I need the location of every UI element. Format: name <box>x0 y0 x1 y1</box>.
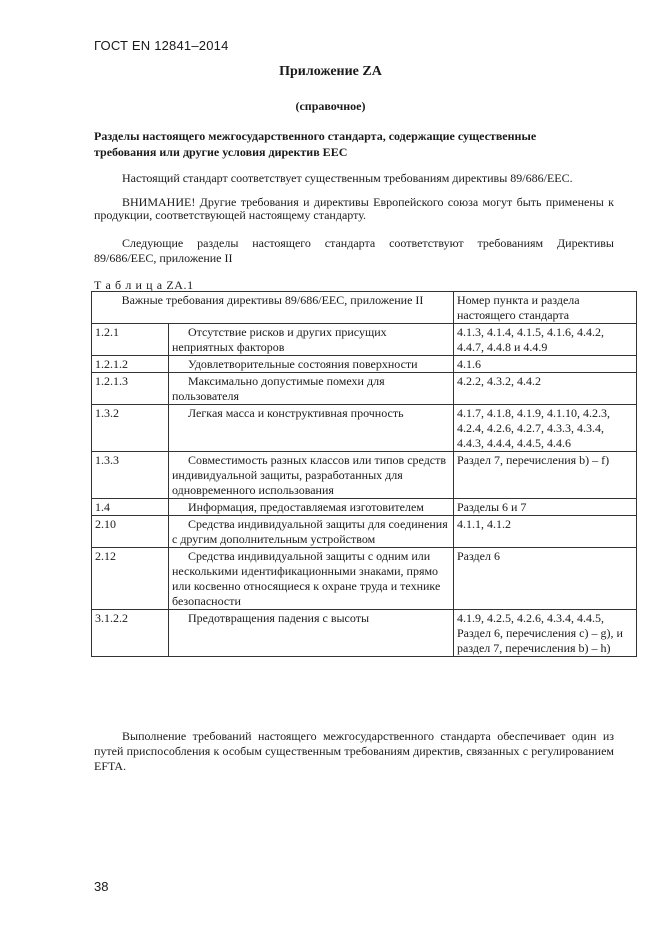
row-number: 1.3.3 <box>92 452 169 499</box>
table-header-left: Важные требования директивы 89/686/EEC, приложение II <box>92 292 454 324</box>
row-reference: Разделы 6 и 7 <box>454 499 637 516</box>
table-row <box>92 452 637 499</box>
row-reference: 4.1.6 <box>454 356 637 373</box>
row-reference: 4.2.2, 4.3.2, 4.4.2 <box>454 373 637 405</box>
table-row <box>92 373 637 405</box>
table-row <box>92 610 637 657</box>
table-row <box>92 499 637 516</box>
appendix-subtitle: (справочное) <box>295 99 366 113</box>
row-description: Совместимость разных классов или типов средств индивидуальной защиты, разработанных для одновременного использования <box>169 452 454 499</box>
row-reference: 4.1.3, 4.1.4, 4.1.5, 4.1.6, 4.4.2, 4.4.7, 4.4.8 и 4.4.9 <box>454 324 637 356</box>
row-reference: Раздел 7, перечисления b) – f) <box>454 452 637 499</box>
row-description: Средства индивидуальной защиты для соединения с другим дополнительным устройством <box>169 516 454 548</box>
row-description: Средства индивидуальной защиты с одним или несколькими идентификационными знаками, прямо или косвенно относящиеся к охране труда и технике безопасности <box>169 548 454 610</box>
table-caption: Т а б л и ц а ZA.1 <box>94 278 194 292</box>
row-reference: Раздел 6 <box>454 548 637 610</box>
row-reference: 4.1.7, 4.1.8, 4.1.9, 4.1.10, 4.2.3, 4.2.4, 4.2.6, 4.2.7, 4.3.3, 4.3.4, 4.4.3, 4.4.4, 4.4.5, 4.4.6 <box>454 405 637 452</box>
paragraph-efta: Выполнение требований настоящего межгосударственного стандарта обеспечивает один из путей приспособления к особым существенным требованиям директив, связанных с регулированием EFTA. <box>94 729 614 773</box>
table-row <box>92 324 637 356</box>
row-number: 1.3.2 <box>92 405 169 452</box>
row-reference: 4.1.1, 4.1.2 <box>454 516 637 548</box>
row-number: 1.2.1.3 <box>92 373 169 405</box>
paragraph-sections: Следующие разделы настоящего стандарта соответствуют требованиям Директивы 89/686/EEC, приложение II <box>94 236 614 265</box>
table-row <box>92 356 637 373</box>
row-number: 1.4 <box>92 499 169 516</box>
table-header-right: Номер пункта и раздела настоящего стандарта <box>454 292 637 324</box>
row-description: Предотвращения падения с высоты <box>169 610 454 657</box>
table-row <box>92 548 637 610</box>
row-reference: 4.1.9, 4.2.5, 4.2.6, 4.3.4, 4.4.5, Раздел 6, перечисления c) – g), и раздел 7, перечисления b) – h) <box>454 610 637 657</box>
row-description: Максимально допустимые помехи для пользователя <box>169 373 454 405</box>
table-header-row <box>92 292 637 324</box>
table-row <box>92 405 637 452</box>
row-description: Информация, предоставляемая изготовителем <box>169 499 454 516</box>
page-number: 38 <box>94 879 109 894</box>
appendix-title: Приложение ZA <box>279 64 382 79</box>
paragraph-compliance: Настоящий стандарт соответствует существенным требованиям директивы 89/686/EEC. <box>122 171 573 185</box>
row-description: Отсутствие рисков и других присущих неприятных факторов <box>169 324 454 356</box>
section-heading: Разделы настоящего межгосударственного стандарта, содержащие существенные требования или другие условия директив EEC <box>94 129 537 159</box>
row-description: Легкая масса и конструктивная прочность <box>169 405 454 452</box>
document-header: ГОСТ EN 12841–2014 <box>94 38 229 53</box>
row-number: 1.2.1 <box>92 324 169 356</box>
row-number: 2.12 <box>92 548 169 610</box>
table-row <box>92 516 637 548</box>
row-description: Удовлетворительные состояния поверхности <box>169 356 454 373</box>
row-number: 2.10 <box>92 516 169 548</box>
requirements-table <box>91 291 637 657</box>
paragraph-warning: ВНИМАНИЕ! Другие требования и директивы Европейского союза могут быть применены к продукции, соответствующей настоящему стандарту. <box>94 195 614 222</box>
row-number: 3.1.2.2 <box>92 610 169 657</box>
row-number: 1.2.1.2 <box>92 356 169 373</box>
